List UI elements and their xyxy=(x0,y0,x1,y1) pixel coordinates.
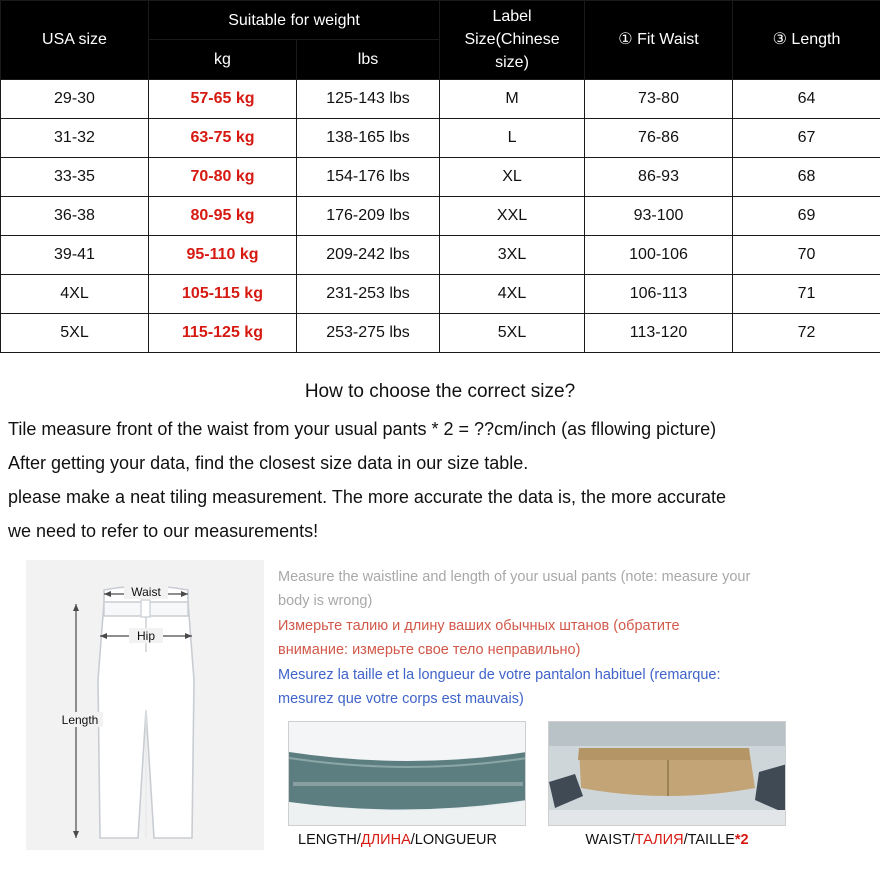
photo-block-waist xyxy=(548,721,786,848)
cell-lbs: 231-253 lbs xyxy=(297,274,440,313)
note-french-line-1: Mesurez la taille et la longueur de votre pantalon habituel (remarque: xyxy=(278,666,721,683)
cell-lbs: 125-143 lbs xyxy=(297,79,440,118)
measurement-guide-section xyxy=(0,560,880,850)
waist-photo-caption xyxy=(548,832,786,848)
cell-waist: 73-80 xyxy=(585,79,733,118)
cell-label: 5XL xyxy=(440,313,585,352)
note-english-line-2: body is wrong) xyxy=(278,593,373,610)
table-row xyxy=(1,274,880,313)
instruction-line-3: please make a neat tiling measurement. The more accurate the data is, the more accurate xyxy=(8,487,727,508)
table-row xyxy=(1,118,880,157)
caption-waist-sep: / xyxy=(683,831,688,848)
how-to-choose-title: How to choose the correct size? xyxy=(304,380,576,402)
table-row xyxy=(1,235,880,274)
cell-lbs: 253-275 lbs xyxy=(297,313,440,352)
header-label-size-line3: size) xyxy=(495,54,529,72)
cell-label: L xyxy=(440,118,585,157)
length-photo-caption xyxy=(288,832,526,848)
note-french-line-2: mesurez que votre corps est mauvais) xyxy=(278,691,524,708)
table-row xyxy=(1,79,880,118)
caption-waist-fr: TAILLE xyxy=(687,831,735,848)
svg-text:Length: Length xyxy=(61,712,99,727)
header-label-size-line1: Label xyxy=(492,8,532,25)
cell-label: XXL xyxy=(440,196,585,235)
cell-usa: 5XL xyxy=(1,313,149,352)
cell-kg: 105-115 kg xyxy=(149,274,297,313)
multilingual-notes xyxy=(264,560,872,848)
cell-lbs: 154-176 lbs xyxy=(297,157,440,196)
cell-usa: 29-30 xyxy=(1,79,149,118)
caption-length-ru: ДЛИНА xyxy=(360,831,411,848)
cell-kg: 80-95 kg xyxy=(149,196,297,235)
cell-waist: 113-120 xyxy=(585,313,733,352)
cell-length: 72 xyxy=(733,313,880,352)
cell-length: 69 xyxy=(733,196,880,235)
cell-lbs: 138-165 lbs xyxy=(297,118,440,157)
note-english-line-1: Measure the waistline and length of your usual pants (note: measure your xyxy=(278,568,751,585)
caption-length-sep: / xyxy=(410,831,415,848)
cell-lbs: 176-209 lbs xyxy=(297,196,440,235)
cell-kg: 57-65 kg xyxy=(149,79,297,118)
waist-photo-illustration xyxy=(549,722,786,826)
table-row xyxy=(1,313,880,352)
length-measure-photo xyxy=(288,721,526,826)
instruction-line-1: Tile measure front of the waist from your usual pants * 2 = ??cm/inch (as fllowing picture) xyxy=(8,418,717,439)
header-suitable-weight: Suitable for weight xyxy=(149,1,440,40)
length-photo-illustration xyxy=(289,722,526,826)
caption-waist-en: WAIST/ xyxy=(585,831,635,848)
caption-length-en: LENGTH/ xyxy=(298,831,361,848)
cell-kg: 95-110 kg xyxy=(149,235,297,274)
cell-waist: 106-113 xyxy=(585,274,733,313)
cell-label: 4XL xyxy=(440,274,585,313)
svg-text:Hip: Hip xyxy=(136,628,156,643)
photo-block-length xyxy=(288,721,526,848)
caption-waist-ru: ТАЛИЯ xyxy=(634,831,684,848)
pants-diagram-svg xyxy=(26,560,264,850)
cell-kg: 115-125 kg xyxy=(149,313,297,352)
cell-usa: 33-35 xyxy=(1,157,149,196)
cell-length: 64 xyxy=(733,79,880,118)
instruction-line-4: we need to refer to our measurements! xyxy=(8,521,319,542)
cell-length: 67 xyxy=(733,118,880,157)
cell-label: XL xyxy=(440,157,585,196)
pants-measurement-diagram xyxy=(26,560,264,850)
caption-length-fr: LONGUEUR xyxy=(414,831,497,848)
instruction-line-2: After getting your data, find the closest size data in our size table. xyxy=(8,452,529,473)
cell-lbs: 209-242 lbs xyxy=(297,235,440,274)
header-kg: kg xyxy=(149,40,297,79)
cell-usa: 36-38 xyxy=(1,196,149,235)
cell-kg: 70-80 kg xyxy=(149,157,297,196)
how-to-choose-section xyxy=(0,381,880,544)
header-label-size xyxy=(440,1,585,80)
header-fit-waist: ① Fit Waist xyxy=(585,1,733,80)
cell-waist: 86-93 xyxy=(585,157,733,196)
cell-length: 68 xyxy=(733,157,880,196)
cell-waist: 76-86 xyxy=(585,118,733,157)
cell-waist: 93-100 xyxy=(585,196,733,235)
caption-waist-multiplier: *2 xyxy=(734,831,749,848)
header-label-size-line2: Size(Chinese xyxy=(464,31,560,49)
table-body xyxy=(1,79,880,352)
cell-usa: 31-32 xyxy=(1,118,149,157)
cell-usa: 4XL xyxy=(1,274,149,313)
header-usa-size: USA size xyxy=(1,1,149,80)
cell-kg: 63-75 kg xyxy=(149,118,297,157)
table-row xyxy=(1,196,880,235)
cell-usa: 39-41 xyxy=(1,235,149,274)
size-chart-table xyxy=(0,0,880,353)
svg-text:Waist: Waist xyxy=(131,584,161,599)
cell-label: M xyxy=(440,79,585,118)
table-header xyxy=(1,1,880,80)
cell-waist: 100-106 xyxy=(585,235,733,274)
note-russian-line-2: внимание: измерьте свое тело неправильно) xyxy=(278,642,581,659)
photo-examples xyxy=(278,721,872,848)
header-lbs: lbs xyxy=(297,40,440,79)
header-length: ③ Length xyxy=(733,1,880,80)
cell-length: 70 xyxy=(733,235,880,274)
waist-measure-photo xyxy=(548,721,786,826)
table-row xyxy=(1,157,880,196)
cell-label: 3XL xyxy=(440,235,585,274)
cell-length: 71 xyxy=(733,274,880,313)
note-russian-line-1: Измерьте талию и длину ваших обычных штанов (обратите xyxy=(278,617,680,634)
